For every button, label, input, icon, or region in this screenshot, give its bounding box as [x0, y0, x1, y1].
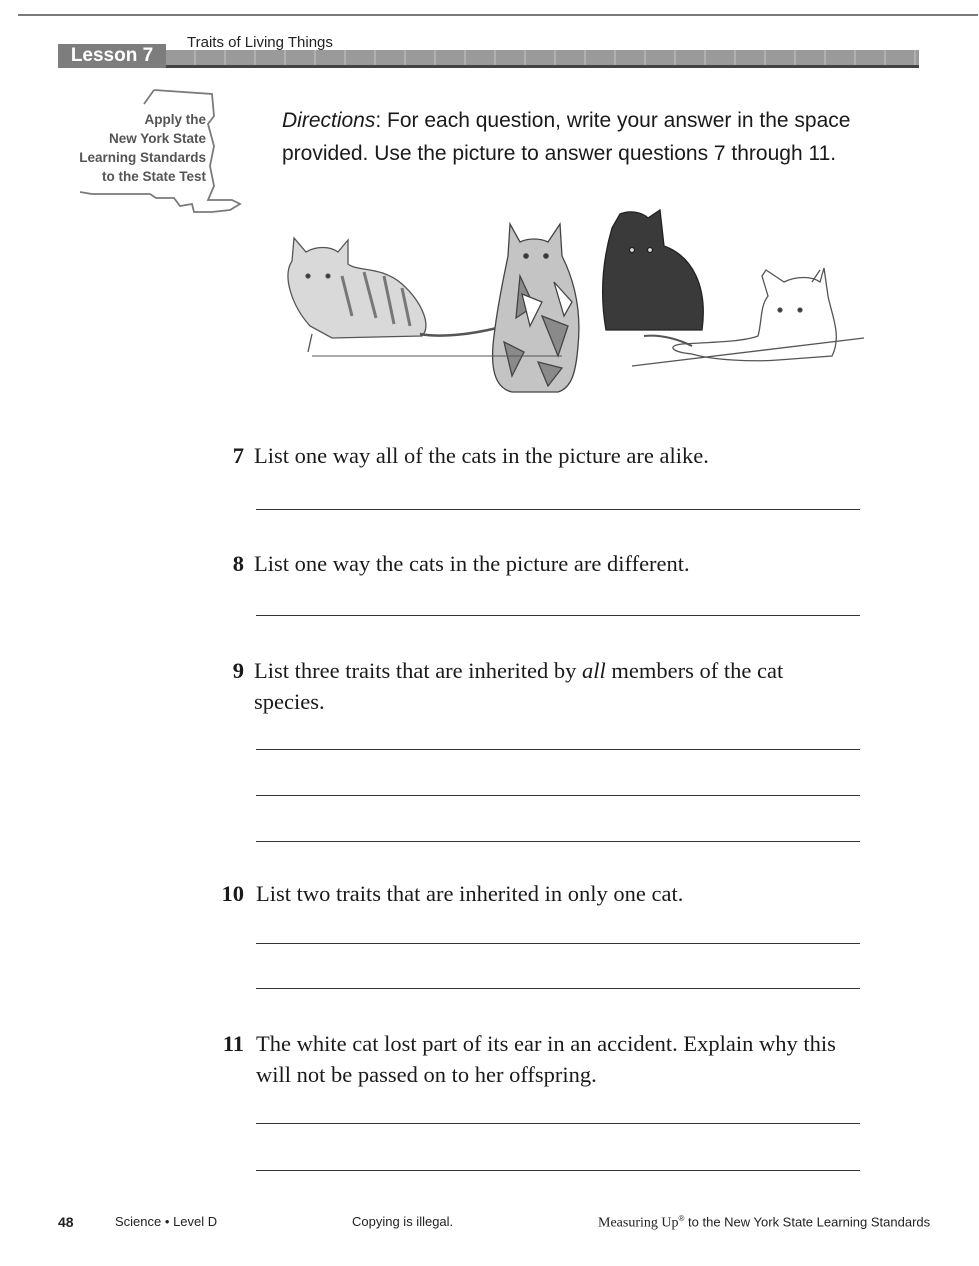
question-text-after: members of the cat species.	[254, 658, 784, 714]
lesson-label: Lesson 7	[58, 44, 166, 68]
question-text	[254, 655, 854, 717]
black-cat-drawing	[603, 210, 704, 330]
footer-brand-mark: ®	[678, 1214, 685, 1223]
calico-cat-drawing	[493, 224, 579, 392]
question-number: 7	[232, 443, 244, 468]
question-text-before: List three traits that are inherited by	[254, 658, 583, 683]
striped-cat-drawing	[288, 238, 497, 352]
answer-line-8a[interactable]	[256, 615, 860, 616]
lesson-topic: Traits of Living Things	[187, 34, 333, 51]
footer-bullet: •	[164, 1214, 170, 1229]
answer-line-9c[interactable]	[256, 841, 860, 842]
question-text: List one way the cats in the picture are different.	[254, 551, 690, 576]
question-emphasis: all	[582, 658, 606, 683]
answer-line-7a[interactable]	[256, 509, 860, 510]
answer-line-11a[interactable]	[256, 1123, 860, 1124]
badge-line-2: New York State	[108, 131, 206, 146]
question-number: 9	[232, 658, 244, 683]
footer-brand: Measuring Up	[598, 1215, 679, 1231]
footer-course	[115, 1214, 217, 1229]
question-number: 10	[221, 881, 244, 906]
answer-line-10a[interactable]	[256, 943, 860, 944]
answer-line-11b[interactable]	[256, 1170, 860, 1171]
footer-credit	[598, 1214, 930, 1231]
footer-level: Level D	[173, 1214, 218, 1229]
badge-text	[62, 110, 206, 186]
question-text: The white cat lost part of its ear in an accident. Explain why this will not be passed on to her offspring.	[256, 1031, 836, 1087]
top-rule	[18, 14, 978, 16]
badge-line-4: to the State Test	[101, 169, 206, 184]
directions-text: : For each question, write your answer in the space provided. Use the picture to answer questions 7 through 11.	[282, 109, 851, 165]
page-number: 48	[58, 1214, 74, 1230]
answer-line-10b[interactable]	[256, 988, 860, 989]
question-text: List one way all of the cats in the picture are alike.	[254, 443, 709, 468]
directions	[282, 104, 872, 170]
question-number: 8	[232, 551, 244, 576]
directions-label: Directions	[282, 109, 376, 132]
footer-credit-text: to the New York State Learning Standards	[684, 1214, 931, 1230]
badge-line-1: Apply the	[144, 112, 206, 127]
question-number: 11	[222, 1031, 244, 1056]
answer-line-9a[interactable]	[256, 749, 860, 750]
question-text: List two traits that are inherited in only one cat.	[256, 881, 684, 906]
badge-line-3: Learning Standards	[79, 150, 206, 165]
cats-illustration	[272, 206, 872, 406]
lesson-stripe	[166, 50, 919, 68]
answer-line-9b[interactable]	[256, 795, 860, 796]
ny-standards-badge	[62, 88, 262, 218]
footer-subject: Science	[115, 1214, 162, 1229]
footer-copy-notice: Copying is illegal.	[352, 1214, 454, 1229]
